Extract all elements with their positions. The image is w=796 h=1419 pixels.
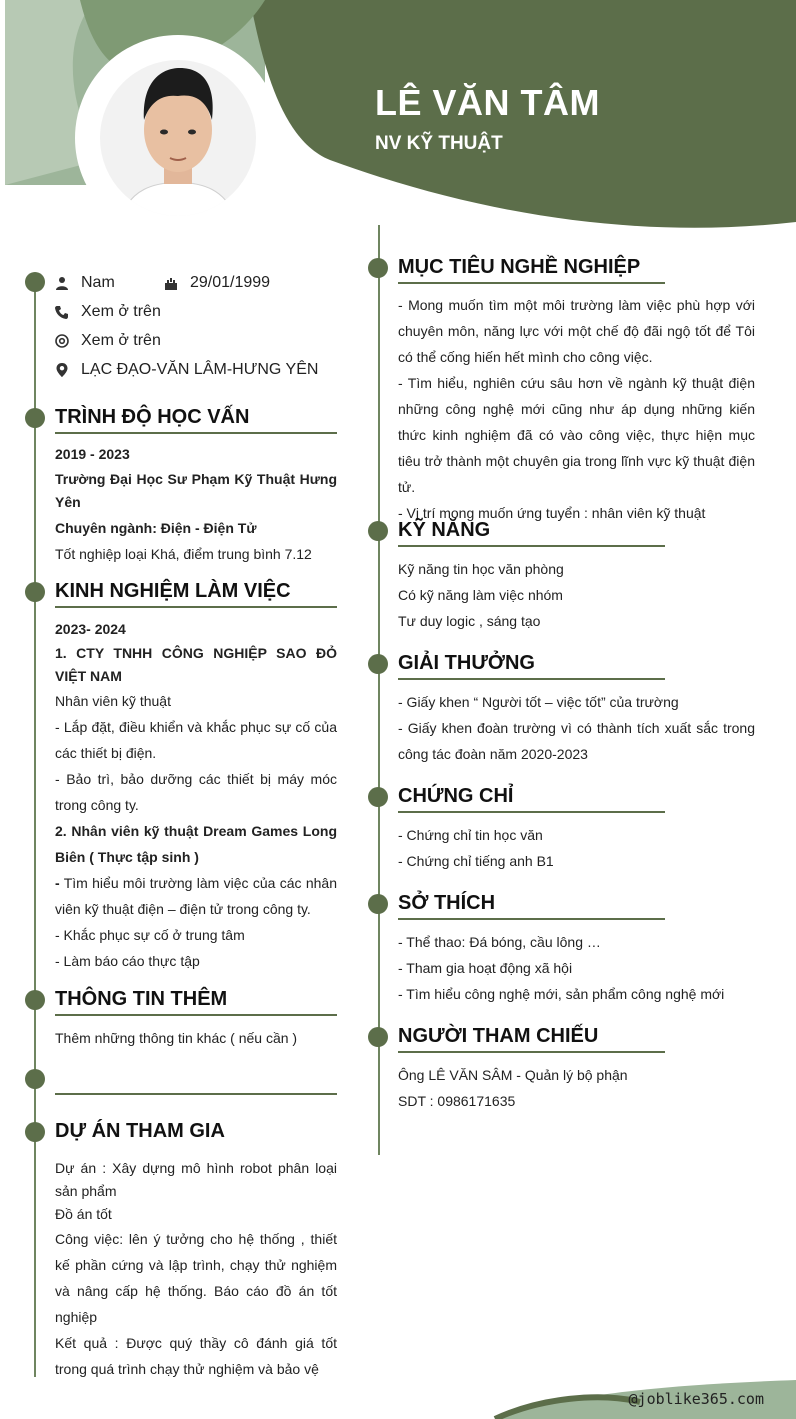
timeline-dot-more-info bbox=[25, 990, 45, 1010]
birthday-row bbox=[164, 274, 270, 292]
phone-value: Xem ở trên bbox=[81, 303, 161, 320]
experience-position-1: Nhân viên kỹ thuật bbox=[55, 693, 171, 709]
objective-rule bbox=[398, 282, 665, 284]
timeline-dot-empty bbox=[25, 1069, 45, 1089]
reference-item: Ông LÊ VĂN SÂM - Quản lý bộ phận bbox=[398, 1067, 628, 1083]
experience-duty-2a bbox=[55, 870, 337, 922]
person-icon bbox=[55, 276, 69, 290]
experience-duty-2a-text: Tìm hiểu môi trường làm việc của các nhân viên kỹ thuật điện – điện tử trong công ty. bbox=[55, 875, 337, 917]
timeline-dot-awards bbox=[368, 654, 388, 674]
hobby-item: - Tham gia hoạt động xã hội bbox=[398, 960, 573, 976]
skills-rule bbox=[398, 545, 665, 547]
education-school: Trường Đại Học Sư Phạm Kỹ Thuật Hưng Yên bbox=[55, 471, 337, 510]
objective-title: MỤC TIÊU NGHỀ NGHIỆP bbox=[398, 256, 641, 278]
experience-content bbox=[55, 616, 337, 974]
references-rule bbox=[398, 1051, 665, 1053]
hobby-item: - Thể thao: Đá bóng, cầu lông … bbox=[398, 934, 601, 950]
hobbies-content bbox=[398, 929, 755, 1007]
more-info-rule bbox=[55, 1014, 337, 1016]
address-row bbox=[55, 361, 318, 379]
email-value: Xem ở trên bbox=[81, 332, 161, 349]
timeline-dot-certificates bbox=[368, 787, 388, 807]
objective-p2: - Tìm hiểu, nghiên cứu sâu hơn về ngành kỹ thuật điện những công nghệ mới cũng như áp dụng những kiến thức kinh nghiệm đã có vào công việc, thực hiện mục tiêu trở thành một chuyên gia trong lĩnh vực kỹ thuật điện tử. bbox=[398, 375, 755, 495]
email-row bbox=[55, 332, 161, 350]
awards-rule bbox=[398, 678, 665, 680]
empty-section-rule bbox=[55, 1093, 337, 1095]
experience-duty-1a: - Lắp đặt, điều khiển và khắc phục sự cố của các thiết bị điện. bbox=[55, 719, 337, 761]
at-icon bbox=[55, 334, 69, 348]
skills-content bbox=[398, 556, 755, 634]
projects-line-1: Dự án : Xây dựng mô hình robot phân loại sản phẩm bbox=[55, 1160, 337, 1199]
award-item-1: - Giấy khen “ Người tốt – việc tốt” của trường bbox=[398, 694, 679, 710]
education-period: 2019 - 2023 bbox=[55, 446, 130, 462]
skill-item: Có kỹ năng làm việc nhóm bbox=[398, 587, 563, 603]
timeline-dot-experience bbox=[25, 582, 45, 602]
experience-company-1: 1. CTY TNHH CÔNG NGHIỆP SAO ĐỎ VIỆT NAM bbox=[55, 645, 337, 684]
education-major: Chuyên ngành: Điện - Điện Tử bbox=[55, 520, 257, 536]
location-pin-icon bbox=[55, 363, 69, 377]
references-title: NGƯỜI THAM CHIẾU bbox=[398, 1025, 599, 1047]
experience-duty-2b: - Khắc phục sự cố ở trung tâm bbox=[55, 927, 245, 943]
more-info-text: Thêm những thông tin khác ( nếu cần ) bbox=[55, 1030, 298, 1046]
experience-rule bbox=[55, 606, 337, 608]
cake-icon bbox=[164, 276, 178, 290]
candidate-role: NV KỸ THUẬT bbox=[375, 133, 503, 154]
award-item-2: - Giấy khen đoàn trường vì có thành tích xuất sắc trong công tác đoàn năm 2020-2023 bbox=[398, 720, 755, 762]
gender-row bbox=[55, 274, 115, 292]
certificates-rule bbox=[398, 811, 665, 813]
experience-title: KINH NGHIỆM LÀM VIỆC bbox=[55, 580, 291, 602]
timeline-dot-skills bbox=[368, 521, 388, 541]
candidate-name: LÊ VĂN TÂM bbox=[375, 82, 600, 123]
timeline-dot-hobbies bbox=[368, 894, 388, 914]
experience-duty-2a-dash: - bbox=[55, 875, 60, 891]
certificate-item: - Chứng chỉ tin học văn bbox=[398, 827, 543, 843]
skill-item: Kỹ năng tin học văn phòng bbox=[398, 561, 564, 577]
objective-p1: - Mong muốn tìm một môi trường làm việc phù hợp với chuyên môn, năng lực với một chế độ đãi ngộ tốt để Tôi có thể cống hiến hết mình cho công việc. bbox=[398, 297, 755, 365]
projects-content bbox=[55, 1157, 337, 1382]
experience-period: 2023- 2024 bbox=[55, 621, 126, 637]
reference-item: SDT : 0986171635 bbox=[398, 1093, 516, 1109]
projects-line-2: Đồ án tốt bbox=[55, 1206, 112, 1222]
education-rule bbox=[55, 432, 337, 434]
hobby-item: - Tìm hiểu công nghệ mới, sản phẩm công nghệ mới bbox=[398, 986, 725, 1002]
right-timeline bbox=[378, 225, 380, 1155]
awards-title: GIẢI THƯỞNG bbox=[398, 652, 535, 674]
projects-title: DỰ ÁN THAM GIA bbox=[55, 1120, 225, 1142]
phone-row bbox=[55, 303, 161, 321]
avatar bbox=[100, 58, 256, 220]
projects-line-3: Công việc: lên ý tưởng cho hệ thống , thiết kế phần cứng và lập trình, chạy thử nghiệm và nâng cấp hệ thống. Báo cáo đồ án tốt nghiệp bbox=[55, 1231, 337, 1325]
references-content bbox=[398, 1062, 755, 1114]
timeline-dot-education bbox=[25, 408, 45, 428]
more-info-content bbox=[55, 1025, 337, 1051]
timeline-dot-contact bbox=[25, 272, 45, 292]
watermark: @joblike365.com bbox=[628, 1390, 764, 1408]
education-content bbox=[55, 441, 337, 567]
hobbies-title: SỞ THÍCH bbox=[398, 892, 496, 914]
experience-company-2: 2. Nhân viên kỹ thuật Dream Games Long Biên ( Thực tập sinh ) bbox=[55, 823, 337, 865]
address-value: LẠC ĐẠO-VĂN LÂM-HƯNG YÊN bbox=[81, 361, 319, 378]
hobbies-rule bbox=[398, 918, 665, 920]
certificates-content bbox=[398, 822, 755, 874]
awards-content bbox=[398, 689, 755, 767]
projects-line-4: Kết quả : Được quý thầy cô đánh giá tốt trong quá trình chạy thử nghiệm và bảo vệ bbox=[55, 1335, 337, 1377]
timeline-dot-objective bbox=[368, 258, 388, 278]
certificate-item: - Chứng chỉ tiếng anh B1 bbox=[398, 853, 554, 869]
left-timeline bbox=[34, 282, 36, 1377]
education-title: TRÌNH ĐỘ HỌC VẤN bbox=[55, 406, 250, 428]
phone-icon bbox=[55, 305, 69, 319]
gender-value: Nam bbox=[81, 274, 115, 291]
timeline-dot-references bbox=[368, 1027, 388, 1047]
skills-title: KỸ NĂNG bbox=[398, 519, 491, 541]
experience-duty-2c: - Làm báo cáo thực tập bbox=[55, 953, 200, 969]
certificates-title: CHỨNG CHỈ bbox=[398, 785, 514, 807]
education-result: Tốt nghiệp loại Khá, điểm trung bình 7.12 bbox=[55, 546, 312, 562]
experience-duty-1b: - Bảo trì, bảo dưỡng các thiết bị máy móc trong công ty. bbox=[55, 771, 337, 813]
objective-p3: - Vị trí mong muốn ứng tuyển : nhân viên kỹ thuật bbox=[398, 505, 706, 521]
birthday-value: 29/01/1999 bbox=[190, 274, 271, 291]
objective-content bbox=[398, 292, 755, 526]
timeline-dot-projects bbox=[25, 1122, 45, 1142]
more-info-title: THÔNG TIN THÊM bbox=[55, 988, 228, 1010]
skill-item: Tư duy logic , sáng tạo bbox=[398, 613, 541, 629]
